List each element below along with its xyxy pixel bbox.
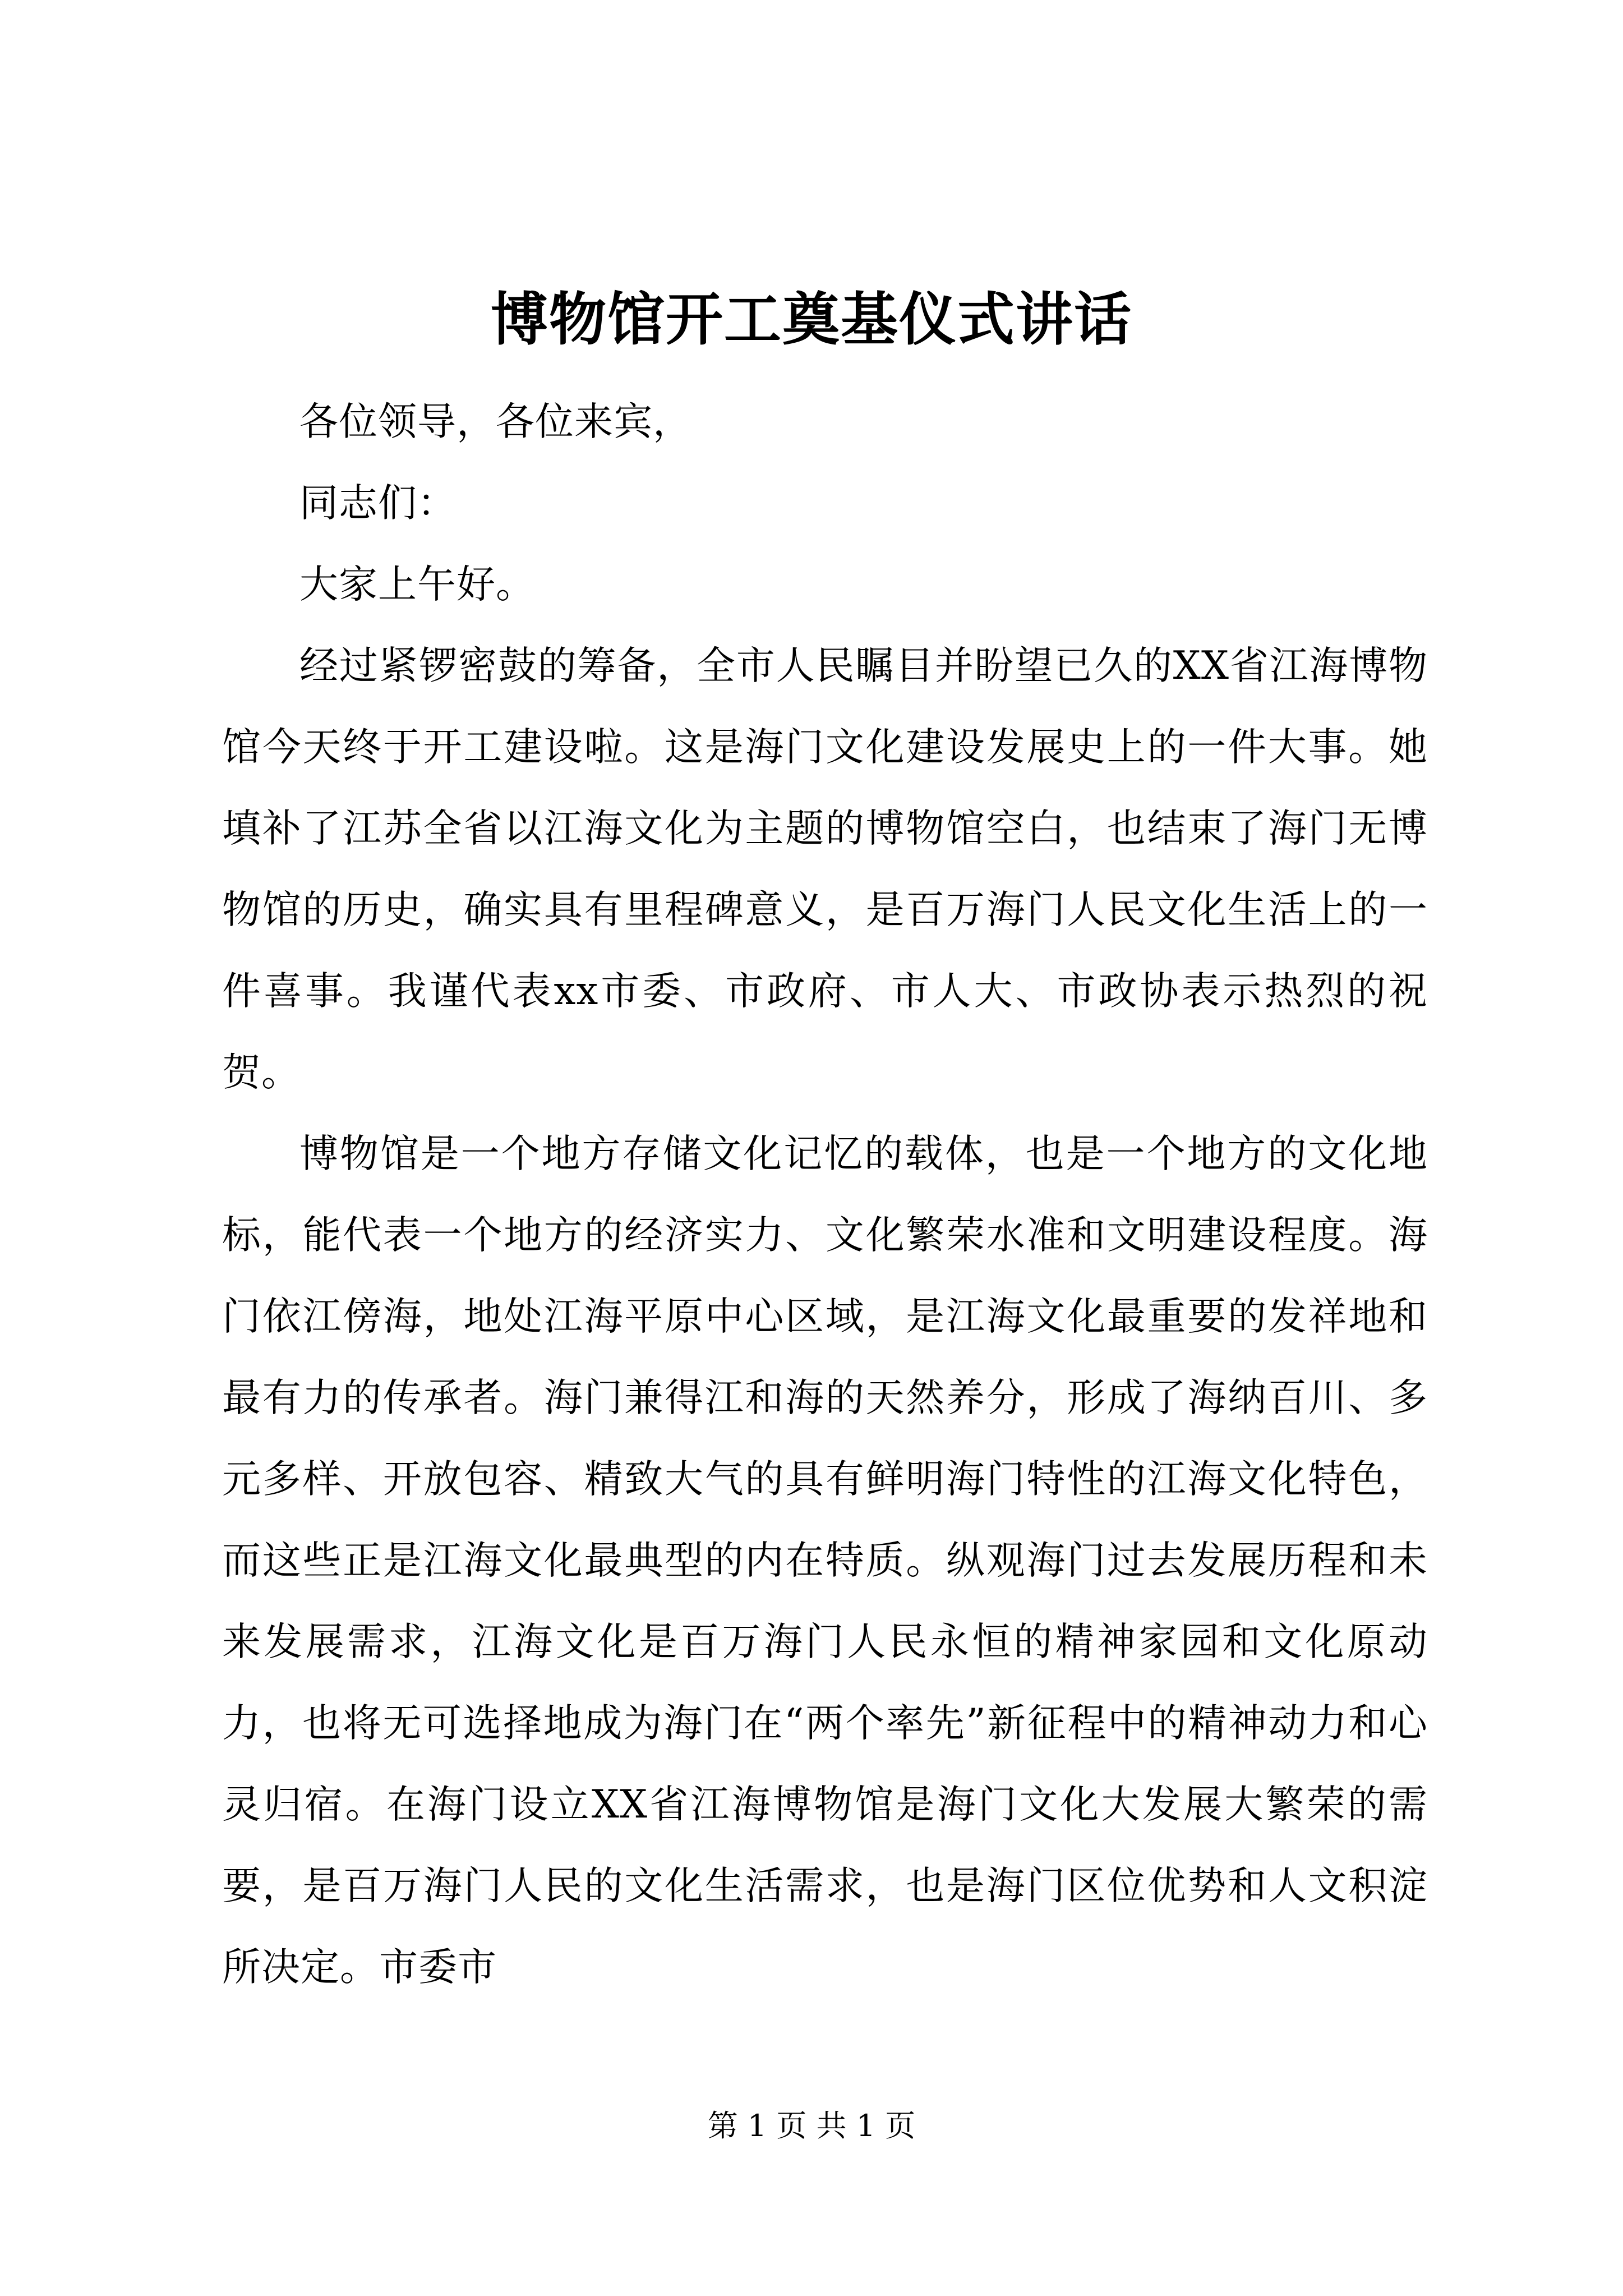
document-title: 博物馆开工奠基仪式讲话 <box>491 286 1132 353</box>
salutation-leaders: 各位领导，各位来宾， <box>299 399 692 444</box>
paragraph-opening: 经过紧锣密鼓的筹备，全市人民瞩目并盼望已久的XX省江海博物馆今天终于开工建设啦。这是海门文化建设发展史上的一件大事。她填补了江苏全省以江海文化为主题的博物馆空白，也结束了海门无博物馆的历史，确实具有里程碑意义，是百万海门人民文化生活上的一件喜事。我谨代表xx市委、市政府、市人大、市政协表示热烈的祝贺。 <box>222 643 1428 1095</box>
document-body <box>222 381 1428 2008</box>
salutation-comrades: 同志们： <box>299 481 457 526</box>
paragraph-significance: 博物馆是一个地方存储文化记忆的载体，也是一个地方的文化地标，能代表一个地方的经济实力、文化繁荣水准和文明建设程度。海门依江傍海，地处江海平原中心区域，是江海文化最重要的发祥地和最有力的传承者。海门兼得江和海的天然养分，形成了海纳百川、多元多样、开放包容、精致大气的具有鲜明海门特性的江海文化特色，而这些正是江海文化最典型的内在特质。纵观海门过去发展历程和未来发展需求，江海文化是百万海门人民永恒的精神家园和文化原动力，也将无可选择地成为海门在“两个率先”新征程中的精神动力和心灵归宿。在海门设立XX省江海博物馆是海门文化大发展大繁荣的需要，是百万海门人民的文化生活需求，也是海门区位优势和人文积淀所决定。市委市 <box>222 1131 1428 1990</box>
page-footer: 第 1 页 共 1 页 <box>707 2108 916 2143</box>
greeting: 大家上午好。 <box>299 562 535 607</box>
